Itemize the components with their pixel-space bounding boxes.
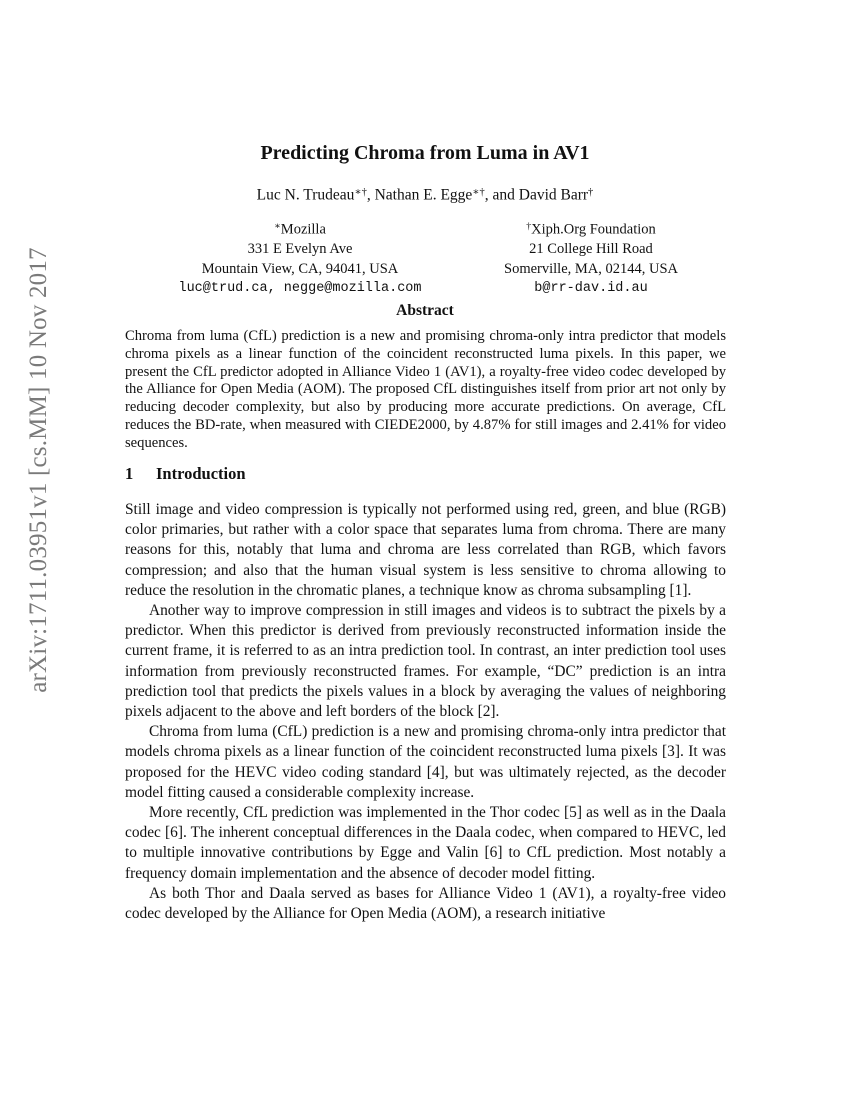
paragraph: Chroma from luma (CfL) prediction is a new and promising chroma-only intra predictor that models chroma pixels as a linear function of the coincident reconstructed luma pixels [3]. It was proposed for the HEVC video coding standard [4], but was ultimately rejected, as the decoder model fitting caused a considerable complexity increase. (125, 723, 726, 801)
author-line (0, 186, 850, 205)
affiliation-mark: † (526, 221, 532, 232)
author-name: David Barr (518, 186, 589, 204)
affiliation-city: Mountain View, CA, 94041, USA (201, 261, 399, 278)
affiliation-xiph (461, 217, 721, 299)
affiliation-mark: ∗† (354, 187, 367, 198)
paragraph: Still image and video compression is typically not performed using red, green, and blue (RGB) color primaries, but rather with a color space that separates luma from chroma. There are many reasons for this, notably that luma and chroma are less correlated than RGB, which favors compression; and also that the human visual system is less sensitive to chroma allowing to reduce the resolution in the chromatic planes, a technique know as chroma subsampling [1]. (125, 501, 726, 599)
affiliation-street: 21 College Hill Road (529, 241, 653, 258)
paper-title: Predicting Chroma from Luma in AV1 (260, 142, 590, 164)
abstract-heading: Abstract (396, 302, 454, 319)
author-separator: , (366, 186, 375, 204)
author-name: Nathan E. Egge (374, 186, 473, 204)
paragraph: Another way to improve compression in still images and videos is to subtract the pixels by a predictor. When this predictor is derived from previously reconstructed information inside the current frame, it is referred to as an intra prediction tool. In contrast, an inter prediction tool uses information from previously reconstructed frames. For example, “DC” prediction is an intra prediction tool that predicts the pixels values in a block by averaging the values of neighboring pixels adjacent to the above and left borders of the block [2]. (125, 602, 726, 721)
affiliation-street: 331 E Evelyn Ave (247, 241, 353, 258)
affiliation-org: ∗Mozilla (274, 221, 326, 238)
paragraph: As both Thor and Daala served as bases for Alliance Video 1 (AV1), a royalty-free video codec developed by the Alliance for Open Media (AOM), a research initiative (125, 884, 726, 923)
introduction-body (125, 500, 726, 924)
affiliation-org: †Xiph.Org Foundation (526, 221, 656, 238)
section-heading (125, 464, 246, 484)
affiliation-mark: ∗ (274, 221, 281, 232)
author-email: b@rr-dav.id.au (534, 281, 648, 297)
author-name: Luc N. Trudeau (256, 186, 355, 204)
affiliation-city: Somerville, MA, 02144, USA (504, 261, 678, 278)
affiliation-mark: ∗† (472, 187, 485, 198)
section-number: 1 (125, 464, 134, 483)
author-separator: , and (484, 186, 519, 204)
abstract-text: Chroma from luma (CfL) prediction is a new and promising chroma-only intra predictor that models chroma pixels as a linear function of the coincident reconstructed luma pixels. In this paper, we present the CfL predictor adopted in Alliance Video 1 (AV1), a royalty-free video codec developed by the Alliance for Open Media (AOM). The proposed CfL distinguishes itself from prior art not only by reducing decoder complexity, but also by producing more accurate predictions. On average, CfL reduces the BD-rate, when measured with CIEDE2000, by 4.87% for still images and 2.41% for video sequences. (125, 328, 726, 451)
paragraph: More recently, CfL prediction was implemented in the Thor codec [5] as well as in the Daala codec [6]. The inherent conceptual differences in the Daala codec, when compared to HEVC, led to multiple innovative contributions by Egge and Valin [6] to CfL prediction. Most notably a frequency domain implementation and the absence of decoder model fitting. (125, 804, 726, 882)
author-emails: luc@trud.ca, negge@mozilla.com (178, 281, 422, 297)
arxiv-identifier: arXiv:1711.03951v1 [cs.MM] 10 Nov 2017 (25, 247, 52, 693)
section-title: Introduction (156, 464, 246, 483)
affiliation-mark: † (588, 187, 594, 198)
affiliation-mozilla (170, 217, 430, 299)
